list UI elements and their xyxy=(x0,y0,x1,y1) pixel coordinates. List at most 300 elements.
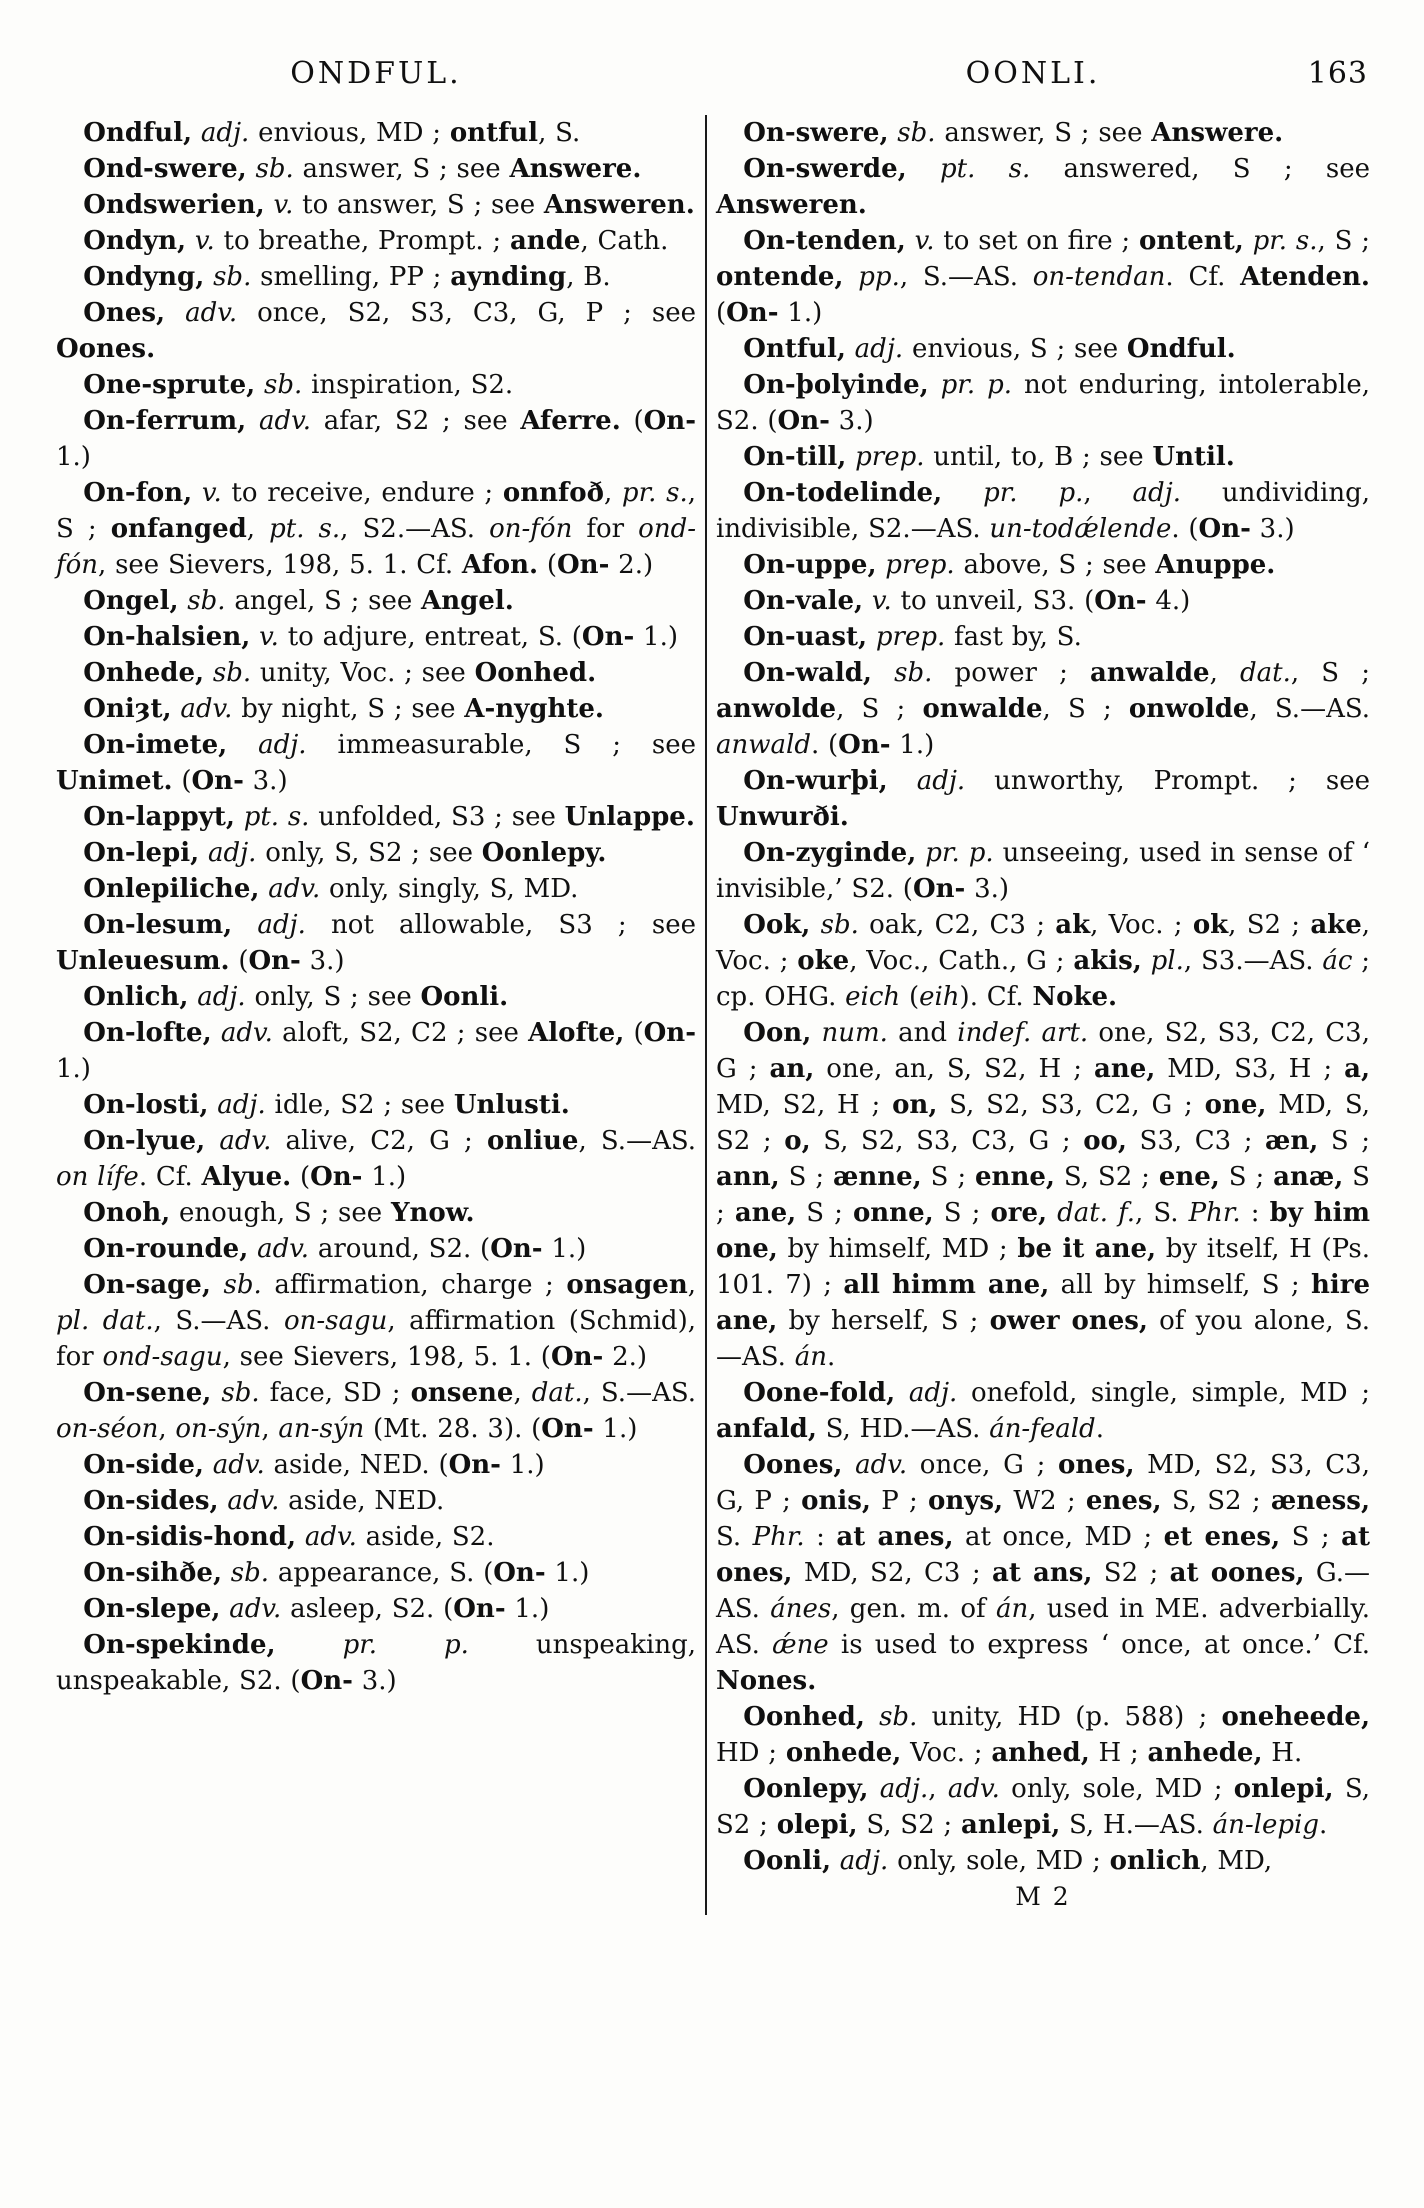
entry-term: anwalde xyxy=(1090,658,1210,688)
entry-text: (Mt. 28. 3). ( xyxy=(364,1414,542,1444)
entry-gram-label: adj. xyxy=(257,910,306,940)
entry-term: On-þolyinde, xyxy=(743,370,929,400)
entry-text: , S.—AS. xyxy=(582,1378,696,1408)
entry-term: Oniȝt, xyxy=(83,694,172,724)
entry-text xyxy=(248,1234,257,1264)
entry-text: answered, S ; see xyxy=(1030,154,1371,184)
entry-gram-label: adv. xyxy=(227,1486,280,1516)
entry-text: affirmation, charge ; xyxy=(261,1270,567,1300)
entry-text: , S.—AS. xyxy=(153,1306,284,1336)
entry-gram-label: eich xyxy=(845,982,901,1012)
entry-text: , S2.—AS. xyxy=(340,514,490,544)
entry-text: , see Sievers, 198, 5. 1. Cf. xyxy=(98,550,462,580)
entry-text xyxy=(204,262,213,292)
entry-gram-label: v. xyxy=(194,226,215,256)
entry-term: On-swerde, xyxy=(743,154,907,184)
entry-term: On-tenden, xyxy=(743,226,906,256)
entry-text xyxy=(188,982,197,1012)
entry-term: On-till, xyxy=(743,442,847,472)
entry-gram-label: adv. xyxy=(304,1522,357,1552)
entry-term: On-zyginde, xyxy=(743,838,917,868)
entry-gram-label: adj. xyxy=(217,1090,266,1120)
entry-text: idle, S2 ; see xyxy=(265,1090,454,1120)
entry-term: Ondful. xyxy=(1126,334,1236,364)
entry-term: On-slepe, xyxy=(83,1594,221,1624)
entry-text xyxy=(250,622,259,652)
entry-term: be it ane, xyxy=(1017,1234,1157,1264)
entry-term: On- xyxy=(550,1342,604,1372)
entry-term: On- xyxy=(191,766,244,796)
entry-term: Nones. xyxy=(716,1666,817,1696)
entry-text xyxy=(865,1702,879,1732)
entry-text xyxy=(877,550,886,580)
entry-gram-label: án xyxy=(995,1594,1029,1624)
entry-text: , xyxy=(246,514,270,544)
entry-text: of you alone, S.—AS. xyxy=(716,1306,1370,1372)
entry-gram-label: sb. xyxy=(894,658,933,688)
entry-term: at ones, xyxy=(716,1522,1370,1588)
entry-term: Unwurði. xyxy=(716,802,849,832)
entry-text: only, sole, MD ; xyxy=(888,1846,1110,1876)
entry-text xyxy=(907,154,940,184)
entry-text: 1.) xyxy=(634,622,679,652)
entry-gram-label: pr. p. xyxy=(342,1630,469,1660)
entry-text: ; cp. OHG. xyxy=(716,946,1370,1012)
entry-text: S ; xyxy=(921,1162,976,1192)
entry-text: , MD, xyxy=(1200,1846,1273,1876)
dictionary-entry xyxy=(716,367,1370,439)
entry-gram-label: sb. xyxy=(187,586,226,616)
entry-text: one, an, S, S2, H ; xyxy=(814,1054,1094,1084)
entry-term: oneheede, xyxy=(1221,1702,1371,1732)
entry-term: o, xyxy=(784,1126,811,1156)
entry-text: 3.) xyxy=(829,406,874,436)
running-head-right-title: OONLI. xyxy=(965,56,1101,91)
dictionary-entry xyxy=(56,655,696,691)
dictionary-entry xyxy=(716,223,1370,331)
entry-term: Onoh, xyxy=(83,1198,171,1228)
entry-term: Oone-fold, xyxy=(743,1378,896,1408)
entry-term: olepi, xyxy=(776,1810,858,1840)
dictionary-entry xyxy=(56,1483,696,1519)
entry-term: Unimet. xyxy=(56,766,173,796)
entry-term: On- xyxy=(912,874,966,904)
entry-term: On-side, xyxy=(83,1450,204,1480)
entry-text: H ; xyxy=(1089,1738,1148,1768)
entry-text: 1.) xyxy=(890,730,935,760)
dictionary-entry xyxy=(716,115,1370,151)
dictionary-entry xyxy=(56,187,696,223)
entry-gram-label: v. xyxy=(201,478,222,508)
entry-text: appearance, S. ( xyxy=(269,1558,494,1588)
entry-gram-label: sb. xyxy=(879,1702,918,1732)
entry-gram-label: adv. xyxy=(212,1450,265,1480)
dictionary-entry xyxy=(56,223,696,259)
entry-text: 1.) xyxy=(362,1162,407,1192)
dictionary-entry xyxy=(56,727,696,799)
entry-term: onsagen xyxy=(566,1270,688,1300)
entry-term: On-vale, xyxy=(743,586,864,616)
entry-text xyxy=(192,118,201,148)
entry-text xyxy=(895,1378,909,1408)
column-left xyxy=(56,115,696,1915)
entry-text: angel, S ; see xyxy=(225,586,422,616)
entry-text: unity, HD (p. 588) ; xyxy=(917,1702,1222,1732)
entry-text: S2 ; xyxy=(1092,1558,1170,1588)
entry-text: envious, S ; see xyxy=(903,334,1127,364)
entry-text xyxy=(232,910,257,940)
entry-term: On- xyxy=(643,1018,696,1048)
entry-text: asleep, S2. ( xyxy=(281,1594,454,1624)
entry-text: . Cf. xyxy=(1165,262,1241,292)
entry-gram-label: án-lepig xyxy=(1212,1810,1319,1840)
dictionary-entry xyxy=(56,835,696,871)
entry-gram-label: adj. xyxy=(200,118,250,148)
entry-text: one, S2, S3, C2, C3, G ; xyxy=(716,1018,1370,1084)
entry-term: Oonlepy. xyxy=(481,838,607,868)
entry-text xyxy=(205,1126,219,1156)
entry-gram-label: pl. xyxy=(1150,946,1184,976)
entry-gram-label: adv. xyxy=(257,1234,310,1264)
entry-term: Oones, xyxy=(743,1450,843,1480)
entry-text: H. xyxy=(1262,1738,1303,1768)
entry-text: all by himself, S ; xyxy=(1049,1270,1311,1300)
entry-text: unworthy, Prompt. ; see xyxy=(965,766,1370,796)
entry-text: unspeaking, unspeakable, S2. ( xyxy=(56,1630,696,1696)
entry-text xyxy=(186,226,195,256)
entry-text: S, S2 ; xyxy=(1161,1486,1271,1516)
entry-term: Oon, xyxy=(743,1018,812,1048)
dictionary-entry xyxy=(56,1375,696,1447)
entry-text: ( xyxy=(538,550,558,580)
entry-text: S ; xyxy=(1219,1162,1274,1192)
entry-text: 3.) xyxy=(352,1666,397,1696)
entry-text: . xyxy=(1095,1414,1104,1444)
column-divider-rule xyxy=(705,115,707,1915)
entry-term: Onhede, xyxy=(83,658,205,688)
dictionary-entry xyxy=(716,655,1370,763)
entry-gram-label: dat. f. xyxy=(1057,1198,1136,1228)
entry-term: On-sides, xyxy=(83,1486,219,1516)
entry-text xyxy=(842,1450,855,1480)
entry-term: On-losti, xyxy=(83,1090,209,1120)
entry-term: Ondful, xyxy=(83,118,193,148)
entry-term: Oonhed, xyxy=(743,1702,865,1732)
entry-term: onnfoð xyxy=(502,478,604,508)
entry-gram-label: v. xyxy=(914,226,935,256)
entry-gram-label: anwald xyxy=(716,730,811,760)
entry-term: Oones. xyxy=(56,334,156,364)
entry-text xyxy=(227,730,258,760)
entry-gram-label: adj. xyxy=(916,766,966,796)
entry-text: S. xyxy=(716,1522,753,1552)
entry-text: G.—AS. xyxy=(716,1558,1370,1624)
entry-gram-label: prep. xyxy=(875,622,946,652)
entry-text: MD, S2, C3 ; xyxy=(792,1558,992,1588)
dictionary-entry xyxy=(56,799,696,835)
entry-text: only, singly, S, MD. xyxy=(320,874,579,904)
entry-term: On-swere, xyxy=(743,118,889,148)
entry-text: envious, MD ; xyxy=(249,118,450,148)
entry-term: On- xyxy=(1198,514,1251,544)
entry-text: , S ; xyxy=(1042,694,1129,724)
entry-text: ( xyxy=(716,298,727,328)
entry-text: , Voc. ; xyxy=(1090,910,1193,940)
entry-text xyxy=(212,1018,221,1048)
entry-text xyxy=(867,622,876,652)
entry-text: S, S2 ; xyxy=(716,1774,1370,1840)
entry-term: æn, xyxy=(1265,1126,1319,1156)
entry-text xyxy=(211,1270,224,1300)
entry-text: : xyxy=(1240,1198,1270,1228)
entry-term: ænne, xyxy=(832,1162,922,1192)
entry-text: once, S2, S3, C3, G, P ; see xyxy=(237,298,696,328)
entry-term: Answeren. xyxy=(543,190,695,220)
entry-term: On- xyxy=(557,550,610,580)
entry-text: enough, S ; see xyxy=(170,1198,391,1228)
dictionary-entry xyxy=(56,871,696,907)
entry-term: Ones, xyxy=(83,298,166,328)
entry-text: S ; xyxy=(933,1198,991,1228)
entry-text: , S ; xyxy=(836,694,923,724)
entry-term: Alyue. xyxy=(201,1162,292,1192)
entry-text: . ( xyxy=(1171,514,1199,544)
entry-text xyxy=(872,658,894,688)
entry-text: only, S, S2 ; see xyxy=(256,838,482,868)
entry-gram-label: ác xyxy=(1322,946,1353,976)
entry-text: 2.) xyxy=(609,550,654,580)
entry-text xyxy=(255,370,264,400)
entry-text xyxy=(204,658,213,688)
entry-term: ower ones, xyxy=(989,1306,1148,1336)
dictionary-entry xyxy=(56,619,696,655)
dictionary-entry xyxy=(56,691,696,727)
entry-term: ann, xyxy=(716,1162,780,1192)
entry-term: On-lesum, xyxy=(83,910,233,940)
dictionary-entry xyxy=(716,619,1370,655)
entry-gram-label: pt. s. xyxy=(939,154,1031,184)
entry-text: 1.) xyxy=(56,442,91,472)
entry-text xyxy=(208,1090,217,1120)
entry-term: one, xyxy=(1204,1090,1267,1120)
entry-gram-label: adj. xyxy=(207,838,257,868)
entry-term: enes, xyxy=(1085,1486,1162,1516)
entry-gram-label: sb. xyxy=(820,910,859,940)
entry-term: On-ferrum, xyxy=(83,406,247,436)
dictionary-entry xyxy=(716,1699,1370,1771)
entry-text: ( xyxy=(900,982,920,1012)
entry-text: . xyxy=(1318,1810,1328,1840)
entry-text: , S ; xyxy=(56,478,696,544)
entry-text: aside, NED. ( xyxy=(264,1450,449,1480)
entry-term: onlich xyxy=(1109,1846,1201,1876)
dictionary-entry xyxy=(716,1015,1370,1375)
entry-text: S ; xyxy=(779,1162,833,1192)
entry-text: , xyxy=(1083,478,1133,508)
entry-gram-label: ánes xyxy=(770,1594,832,1624)
entry-text: HD ; xyxy=(716,1738,786,1768)
dictionary-entry xyxy=(56,115,696,151)
entry-text: , S2 ; xyxy=(1228,910,1311,940)
entry-term: Oonhed. xyxy=(474,658,597,688)
entry-text xyxy=(199,838,208,868)
entry-text: , S.—AS. xyxy=(899,262,1033,292)
entry-gram-label: pp. xyxy=(858,262,900,292)
entry-text: , xyxy=(687,1270,696,1300)
entry-text: , S. xyxy=(1135,1198,1189,1228)
entry-text: MD, S2, H ; xyxy=(716,1090,893,1120)
entry-text: , S.—AS. xyxy=(578,1126,697,1156)
entry-text: ). Cf. xyxy=(959,982,1033,1012)
entry-text: aside, S2. xyxy=(356,1522,495,1552)
entry-term: on, xyxy=(892,1090,938,1120)
dictionary-entry xyxy=(56,259,696,295)
entry-gram-label: adv. xyxy=(185,298,238,328)
entry-term: Onlepiliche, xyxy=(83,874,260,904)
entry-term: On- xyxy=(490,1234,543,1264)
entry-term: onliue xyxy=(487,1126,579,1156)
entry-text: . Cf. xyxy=(138,1162,202,1192)
dictionary-entry xyxy=(716,331,1370,367)
entry-text xyxy=(204,1450,213,1480)
entry-gram-label: on-sagu xyxy=(283,1306,388,1336)
dictionary-entry xyxy=(56,583,696,619)
entry-gram-label: on lífe xyxy=(56,1162,139,1192)
entry-text: , S3.—AS. xyxy=(1183,946,1323,976)
entry-text xyxy=(1244,226,1253,256)
entry-gram-label: án-feald xyxy=(989,1414,1096,1444)
entry-term: Onlich, xyxy=(83,982,189,1012)
entry-text: , S.—AS. xyxy=(1249,694,1370,724)
dictionary-entry xyxy=(56,1015,696,1087)
entry-text: . ( xyxy=(810,730,839,760)
entry-term: On-lepi, xyxy=(83,838,200,868)
entry-text: , used in ME. adverbially. AS. xyxy=(716,1594,1371,1660)
entry-text: by herself, S ; xyxy=(777,1306,990,1336)
entry-text xyxy=(259,874,268,904)
entry-text: , xyxy=(513,1378,532,1408)
dictionary-entry xyxy=(716,763,1370,835)
entry-text: around, S2. ( xyxy=(309,1234,491,1264)
entry-text: to receive, endure ; xyxy=(221,478,503,508)
entry-term: æness, xyxy=(1270,1486,1370,1516)
entry-gram-label: prep. xyxy=(885,550,955,580)
entry-text: , affirmation (Schmid), for xyxy=(56,1306,696,1372)
entry-gram-label: on-séon xyxy=(56,1414,159,1444)
entry-gram-label: adv. xyxy=(219,1126,272,1156)
entry-text xyxy=(179,586,188,616)
entry-term: On- xyxy=(448,1450,501,1480)
entry-text: ( xyxy=(624,1018,644,1048)
entry-text: for xyxy=(572,514,639,544)
entry-text: , gen. m. of xyxy=(831,1594,996,1624)
entry-gram-label: ǽne xyxy=(772,1630,829,1660)
entry-text: MD, S3, H ; xyxy=(1155,1054,1345,1084)
dictionary-entry xyxy=(716,1375,1370,1447)
entry-text: S, S2 ; xyxy=(1054,1162,1159,1192)
entry-text: S3, C3 ; xyxy=(1126,1126,1266,1156)
entry-term: Until. xyxy=(1152,442,1235,472)
entry-text: S ; xyxy=(1280,1522,1342,1552)
entry-term: On- xyxy=(643,406,696,436)
entry-text: . xyxy=(826,1342,836,1372)
entry-text xyxy=(863,586,872,616)
entry-term: ande xyxy=(509,226,581,256)
entry-gram-label: on-sýn xyxy=(175,1414,262,1444)
entry-term: Ontful, xyxy=(743,334,846,364)
entry-term: Unlusti. xyxy=(453,1090,570,1120)
entry-text: power ; xyxy=(932,658,1090,688)
entry-gram-label: sb. xyxy=(223,1270,262,1300)
entry-text: immeasurable, S ; see xyxy=(306,730,696,760)
entry-text xyxy=(831,1846,840,1876)
entry-term: Alofte, xyxy=(528,1018,625,1048)
entry-text: , xyxy=(928,1774,948,1804)
entry-term: On-todelinde, xyxy=(743,478,943,508)
entry-term: Oonlepy, xyxy=(743,1774,869,1804)
entry-text: to adjure, entreat, S. ( xyxy=(278,622,582,652)
entry-term: Ondswerien, xyxy=(83,190,265,220)
entry-text xyxy=(942,478,983,508)
entry-gram-label: adv. xyxy=(229,1594,282,1624)
entry-text: , xyxy=(261,1414,279,1444)
entry-text: ( xyxy=(172,766,192,796)
entry-gram-label: adj. xyxy=(197,982,246,1012)
entry-text: answer, S ; see xyxy=(935,118,1152,148)
entry-term: onne, xyxy=(852,1198,934,1228)
entry-gram-label: pt. s. xyxy=(243,802,310,832)
entry-term: Afon. xyxy=(461,550,539,580)
entry-gram-label: adv. xyxy=(268,874,321,904)
entry-text: , S. xyxy=(538,118,581,148)
entry-text xyxy=(246,406,259,436)
entry-gram-label: adv. xyxy=(855,1450,908,1480)
entry-gram-label: pr. p. xyxy=(940,370,1012,400)
entry-term: anfald, xyxy=(716,1414,817,1444)
entry-gram-label: sb. xyxy=(255,154,294,184)
entry-term: oo, xyxy=(1083,1126,1127,1156)
running-head-left-title: ONDFUL. xyxy=(290,56,462,91)
entry-text xyxy=(916,838,925,868)
entry-text: ( xyxy=(229,946,249,976)
entry-term: On-wurþi, xyxy=(743,766,888,796)
entry-term: an, xyxy=(769,1054,815,1084)
entry-term: On-lofte, xyxy=(83,1018,212,1048)
entry-text: S, H.—AS. xyxy=(1060,1810,1213,1840)
entry-gram-label: pr. s. xyxy=(621,478,688,508)
entry-gram-label: on-fón xyxy=(489,514,573,544)
entry-term: Oonli, xyxy=(743,1846,831,1876)
entry-text: until, to, B ; see xyxy=(924,442,1153,472)
entry-text xyxy=(889,118,898,148)
entry-text: 1.) xyxy=(500,1450,545,1480)
entry-text: S, S2, S3, C2, G ; xyxy=(937,1090,1205,1120)
entry-gram-label: ond-sagu xyxy=(102,1342,223,1372)
entry-gram-label: v. xyxy=(259,622,279,652)
entry-term: ones, xyxy=(1058,1450,1135,1480)
text-columns xyxy=(56,115,1370,1915)
dictionary-entry xyxy=(716,1771,1370,1843)
entry-text xyxy=(222,1558,231,1588)
entry-gram-label: adv. xyxy=(180,694,233,724)
entry-term: onhede, xyxy=(785,1738,902,1768)
entry-text: , Cath. xyxy=(580,226,669,256)
dictionary-entry xyxy=(56,1519,696,1555)
entry-text: , Voc. ; xyxy=(716,910,1370,976)
entry-term: enne, xyxy=(975,1162,1055,1192)
entry-term: On- xyxy=(310,1162,363,1192)
entry-gram-label: Phr. xyxy=(752,1522,805,1552)
